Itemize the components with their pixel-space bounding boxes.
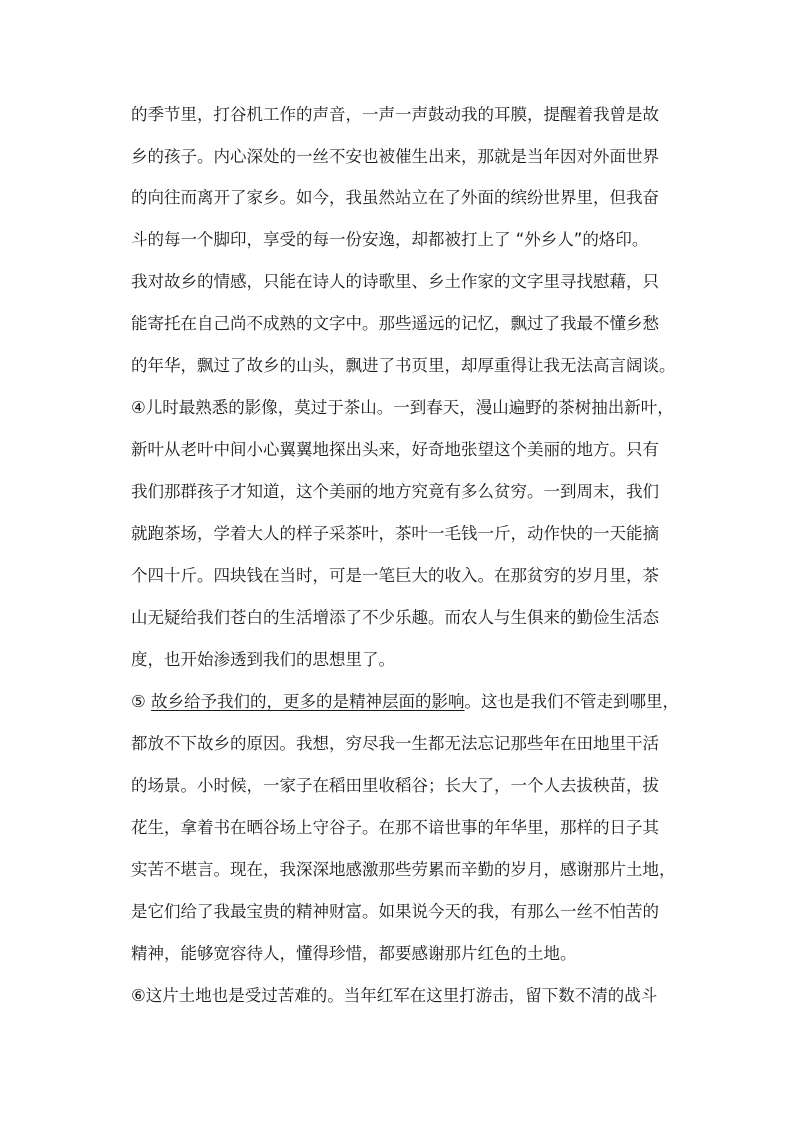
text-line: 的向往而离开了家乡。如今，我虽然站立在了外面的缤纷世界里，但我奋 [131, 188, 659, 207]
text-line: 能寄托在自己尚不成熟的文字中。那些遥远的记忆，飘过了我最不懂乡愁 [131, 314, 659, 333]
text-line: 就跑茶场，学着大人的样子采茶叶，茶叶一毛钱一斤，动作快的一天能摘 [131, 524, 659, 543]
text-line: 的年华，飘过了故乡的山头，飘进了书页里，却厚重得让我无法高言阔谈。 [131, 356, 676, 375]
paragraph-number: ⑤ [131, 692, 152, 711]
underlined-sentence: 故乡给予我们的，更多的是精神层面的影响 [151, 692, 465, 711]
text-line: 花生，拿着书在晒谷场上守谷子。在那不谙世事的年华里，那样的日子其 [131, 818, 659, 837]
text-line: 山无疑给我们苍白的生活增添了不少乐趣。而农人与生俱来的勤俭生活态 [131, 608, 659, 627]
text-line: 是它们给了我最宝贵的精神财富。如果说今天的我，有那么一丝不怕苦的 [131, 902, 659, 921]
paragraph-6-start: ⑥这片土地也是受过苦难的。当年红军在这里打游击，留下数不清的战斗 [131, 986, 658, 1005]
text-line: 我对故乡的情感，只能在诗人的诗歌里、乡土作家的文字里寻找慰藉，只 [131, 272, 659, 291]
text-line: 度，也开始渗透到我们的思想里了。 [131, 650, 395, 669]
text-line: 的场景。小时候，一家子在稻田里收稻谷；长大了，一个人去拔秧苗，拔 [131, 776, 659, 795]
text-line: 实苦不堪言。现在，我深深地感激那些劳累而辛勤的岁月，感谢那片土地， [131, 860, 676, 879]
text-line: 斗的每一个脚印，享受的每一份安逸，却都被打上了 “外乡人”的烙印。 [131, 230, 649, 249]
text-line: 个四十斤。四块钱在当时，可是一笔巨大的收入。在那贫穷的岁月里，茶 [131, 566, 659, 585]
paragraph-5-start [131, 687, 711, 717]
text-line: 乡的孩子。内心深处的一丝不安也被催生出来，那就是当年因对外面世界 [131, 147, 659, 166]
paragraph-4-start: ④儿时最熟悉的影像，莫过于茶山。一到春天，漫山遍野的茶树抽出新叶， [131, 398, 674, 417]
text-line: 都放不下故乡的原因。我想，穷尽我一生都无法忘记那些年在田地里干活 [131, 734, 659, 753]
text-segment: 。这也是我们不管走到哪里， [464, 692, 680, 711]
text-line: 我们那群孩子才知道，这个美丽的地方究竟有多么贫穷。一到周末，我们 [131, 482, 659, 501]
text-line: 精神，能够宽容待人，懂得珍惜，都要感谢那片红色的土地。 [131, 944, 577, 963]
text-line: 新叶从老叶中间小心翼翼地探出头来，好奇地张望这个美丽的地方。只有 [131, 440, 659, 459]
text-line: 的季节里，打谷机工作的声音，一声一声鼓动我的耳膜，提醒着我曾是故 [131, 105, 659, 124]
